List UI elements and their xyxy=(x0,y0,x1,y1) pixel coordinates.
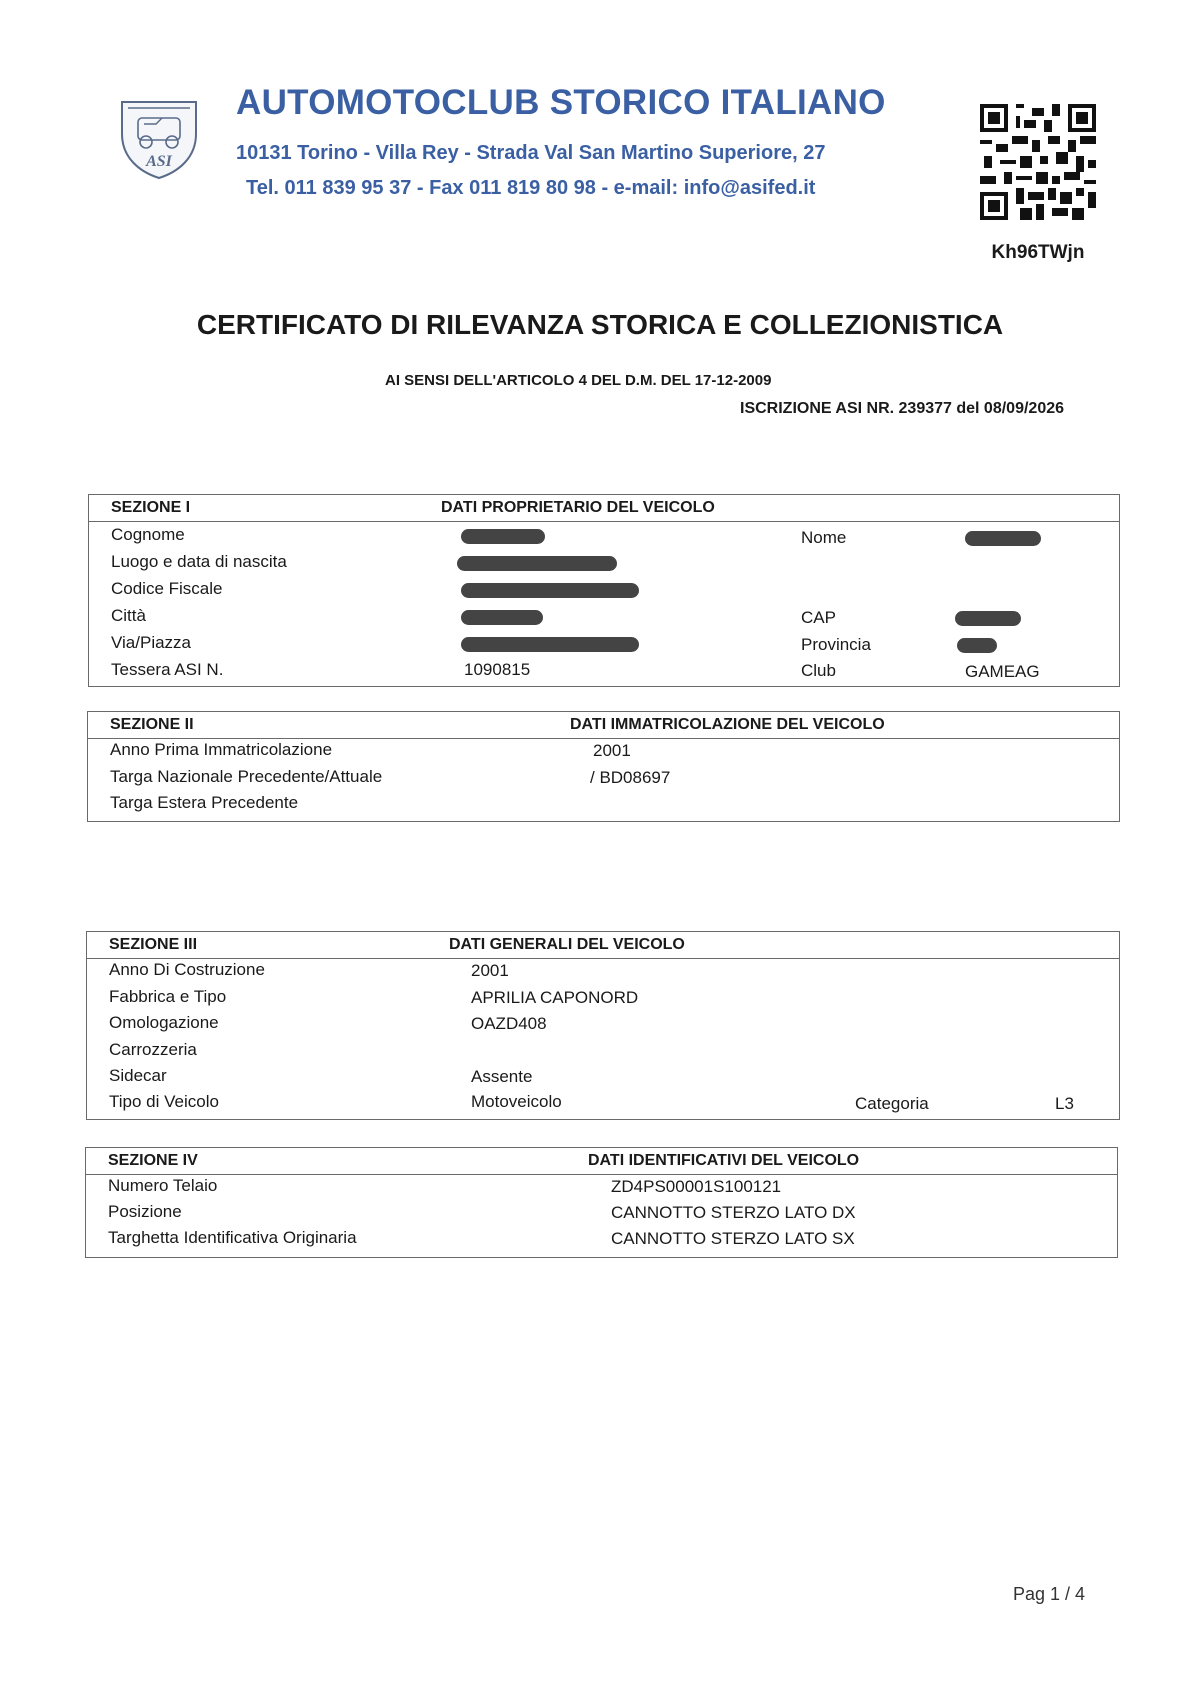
qr-code-icon xyxy=(980,104,1096,220)
section-header xyxy=(87,932,1119,959)
nome-redacted xyxy=(965,531,1041,546)
anno-immatricolazione-label: Anno Prima Immatricolazione xyxy=(110,740,333,759)
tessera-label: Tessera ASI N. xyxy=(111,660,224,679)
citta-label: Città xyxy=(111,606,146,625)
via-label: Via/Piazza xyxy=(111,633,192,652)
qr-code-text: Kh96TWjn xyxy=(991,242,1085,263)
page-number: Pag 1 / 4 xyxy=(1013,1584,1086,1604)
citta-redacted xyxy=(461,610,543,625)
section-title: DATI IDENTIFICATIVI DEL VEICOLO xyxy=(588,1152,860,1169)
categoria-label: Categoria xyxy=(855,1094,929,1113)
section-number: SEZIONE I xyxy=(111,499,191,516)
svg-text:ASI: ASI xyxy=(146,153,172,170)
section-title: DATI GENERALI DEL VEICOLO xyxy=(449,936,685,953)
carrozzeria-label: Carrozzeria xyxy=(109,1040,197,1059)
via-redacted xyxy=(461,637,639,652)
tipo-veicolo-label: Tipo di Veicolo xyxy=(109,1092,219,1111)
nome-label: Nome xyxy=(801,528,847,547)
asi-crest-logo xyxy=(118,94,200,180)
provincia-redacted xyxy=(957,638,997,653)
sidecar-label: Sidecar xyxy=(109,1066,167,1085)
posizione-value: CANNOTTO STERZO LATO DX xyxy=(611,1203,856,1222)
omologazione-value: OAZD408 xyxy=(471,1014,547,1033)
section-owner-data xyxy=(88,494,1120,687)
cap-redacted xyxy=(955,611,1021,626)
targa-value: / BD08697 xyxy=(590,768,671,787)
section-title: DATI IMMATRICOLAZIONE DEL VEICOLO xyxy=(570,716,885,733)
document-subtitle: AI SENSI DELL'ARTICOLO 4 DEL D.M. DEL 17-12-2009 xyxy=(385,372,772,389)
tipo-veicolo-value: Motoveicolo xyxy=(471,1092,562,1111)
organization-address: 10131 Torino - Villa Rey - Strada Val San Martino Superiore, 27 xyxy=(236,142,826,164)
section-header xyxy=(88,712,1119,739)
anno-costruzione-value: 2001 xyxy=(471,961,509,980)
section-header xyxy=(89,495,1119,522)
provincia-label: Provincia xyxy=(801,635,871,654)
anno-immatricolazione-value: 2001 xyxy=(593,741,631,760)
codice-fiscale-label: Codice Fiscale xyxy=(111,579,223,598)
cognome-label: Cognome xyxy=(111,525,185,544)
targa-estera-label: Targa Estera Precedente xyxy=(110,793,299,812)
anno-costruzione-label: Anno Di Costruzione xyxy=(109,960,265,979)
tessera-value: 1090815 xyxy=(464,660,531,679)
section-registration-data xyxy=(87,711,1120,822)
targhetta-value: CANNOTTO STERZO LATO SX xyxy=(611,1229,855,1248)
numero-telaio-label: Numero Telaio xyxy=(108,1176,218,1195)
organization-name: AUTOMOTOCLUB STORICO ITALIANO xyxy=(236,83,886,122)
sidecar-value: Assente xyxy=(471,1067,533,1086)
section-general-data xyxy=(86,931,1120,1120)
section-header xyxy=(86,1148,1117,1175)
fabbrica-label: Fabbrica e Tipo xyxy=(109,987,227,1006)
targa-label: Targa Nazionale Precedente/Attuale xyxy=(110,767,383,786)
fabbrica-value: APRILIA CAPONORD xyxy=(471,988,639,1007)
cognome-redacted xyxy=(461,529,545,544)
section-number: SEZIONE II xyxy=(110,716,194,733)
categoria-value: L3 xyxy=(1055,1094,1074,1113)
section-identification-data xyxy=(85,1147,1118,1258)
section-title: DATI PROPRIETARIO DEL VEICOLO xyxy=(441,499,715,516)
targhetta-label: Targhetta Identificativa Originaria xyxy=(108,1228,357,1247)
organization-contacts: Tel. 011 839 95 37 - Fax 011 819 80 98 - e-mail: info@asifed.it xyxy=(246,177,816,199)
section-number: SEZIONE IV xyxy=(108,1152,198,1169)
cap-label: CAP xyxy=(801,608,836,627)
section-number: SEZIONE III xyxy=(109,936,198,953)
nascita-redacted xyxy=(457,556,617,571)
club-value: GAMEAG xyxy=(965,662,1040,681)
document-title: CERTIFICATO DI RILEVANZA STORICA E COLLEZIONISTICA xyxy=(196,309,1004,340)
registration-number: ISCRIZIONE ASI NR. 239377 del 08/09/2026 xyxy=(740,400,1065,417)
posizione-label: Posizione xyxy=(108,1202,182,1221)
omologazione-label: Omologazione xyxy=(109,1013,219,1032)
codice-fiscale-redacted xyxy=(461,583,639,598)
nascita-label: Luogo e data di nascita xyxy=(111,552,287,571)
club-label: Club xyxy=(801,661,836,680)
numero-telaio-value: ZD4PS00001S100121 xyxy=(611,1177,782,1196)
